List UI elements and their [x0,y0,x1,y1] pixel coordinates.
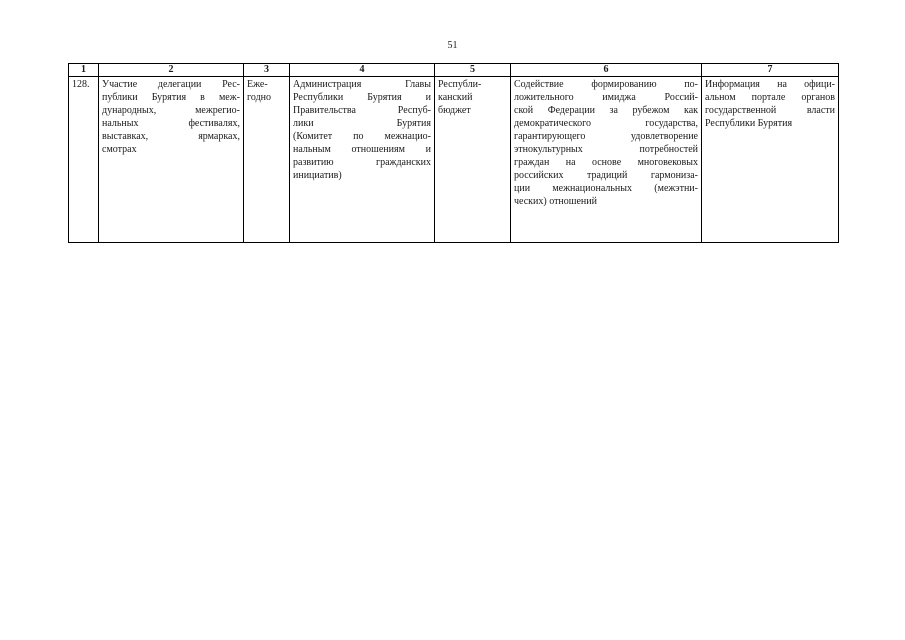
cell-line: публики Бурятия в меж- [102,92,240,103]
cell-line: альном портале органов [705,92,835,103]
cell-line: бюджет [438,105,471,116]
cell-line: (Комитет по межнацио- [293,131,431,142]
cell-line: развитию гражданских [293,157,431,168]
cell-line: выставках, ярмарках, [102,131,240,142]
header-col-6: 6 [511,64,702,77]
header-col-7: 7 [702,64,839,77]
cell-result [511,77,702,243]
table-row [69,77,839,243]
header-col-5: 5 [435,64,511,77]
cell-line: дународных, межрегио- [102,105,240,116]
cell-line: смотрах [102,144,137,155]
cell-period [244,77,290,243]
cell-line: лики Бурятия [293,118,431,129]
cell-line: Республи- [438,79,482,90]
cell-line: Правительства Респуб- [293,105,431,116]
cell-indicator [702,77,839,243]
cell-line: инициатив) [293,170,342,181]
cell-line: гарантирующего удовлетворение [514,131,698,142]
header-col-1: 1 [69,64,99,77]
cell-line: Администрация Главы [293,79,431,90]
cell-line: ской Федерации за рубежом как [514,105,698,116]
cell-line: этнокультурных потребностей [514,144,698,155]
cell-executor [290,77,435,243]
row-number: 128. [69,77,99,243]
cell-line: граждан на основе многовековых [514,157,698,168]
cell-line: ческих) отношений [514,196,597,207]
cell-line: ложительного имиджа Россий- [514,92,698,103]
cell-event [99,77,244,243]
cell-line: Участие делегации Рес- [102,79,240,90]
cell-line: нальных фестивалях, [102,118,240,129]
page-number: 51 [447,40,458,51]
header-col-4: 4 [290,64,435,77]
header-col-3: 3 [244,64,290,77]
cell-line: канский [438,92,473,103]
cell-line: российских традиций гармониза- [514,170,698,181]
cell-line: Республики Бурятия [705,118,793,129]
cell-line: Информация на офици- [705,79,835,90]
cell-line: Еже- [247,79,268,90]
cell-line: годно [247,92,272,103]
cell-line: ции межнациональных (межэтни- [514,183,698,194]
cell-line: нальным отношениям и [293,144,431,155]
header-row [69,64,839,77]
cell-line: демократического государства, [514,118,698,129]
measures-table [68,63,839,243]
cell-line: Содействие формированию по- [514,79,698,90]
cell-line: Республики Бурятия и [293,92,431,103]
cell-funding [435,77,511,243]
cell-line: государственной власти [705,105,835,116]
header-col-2: 2 [99,64,244,77]
